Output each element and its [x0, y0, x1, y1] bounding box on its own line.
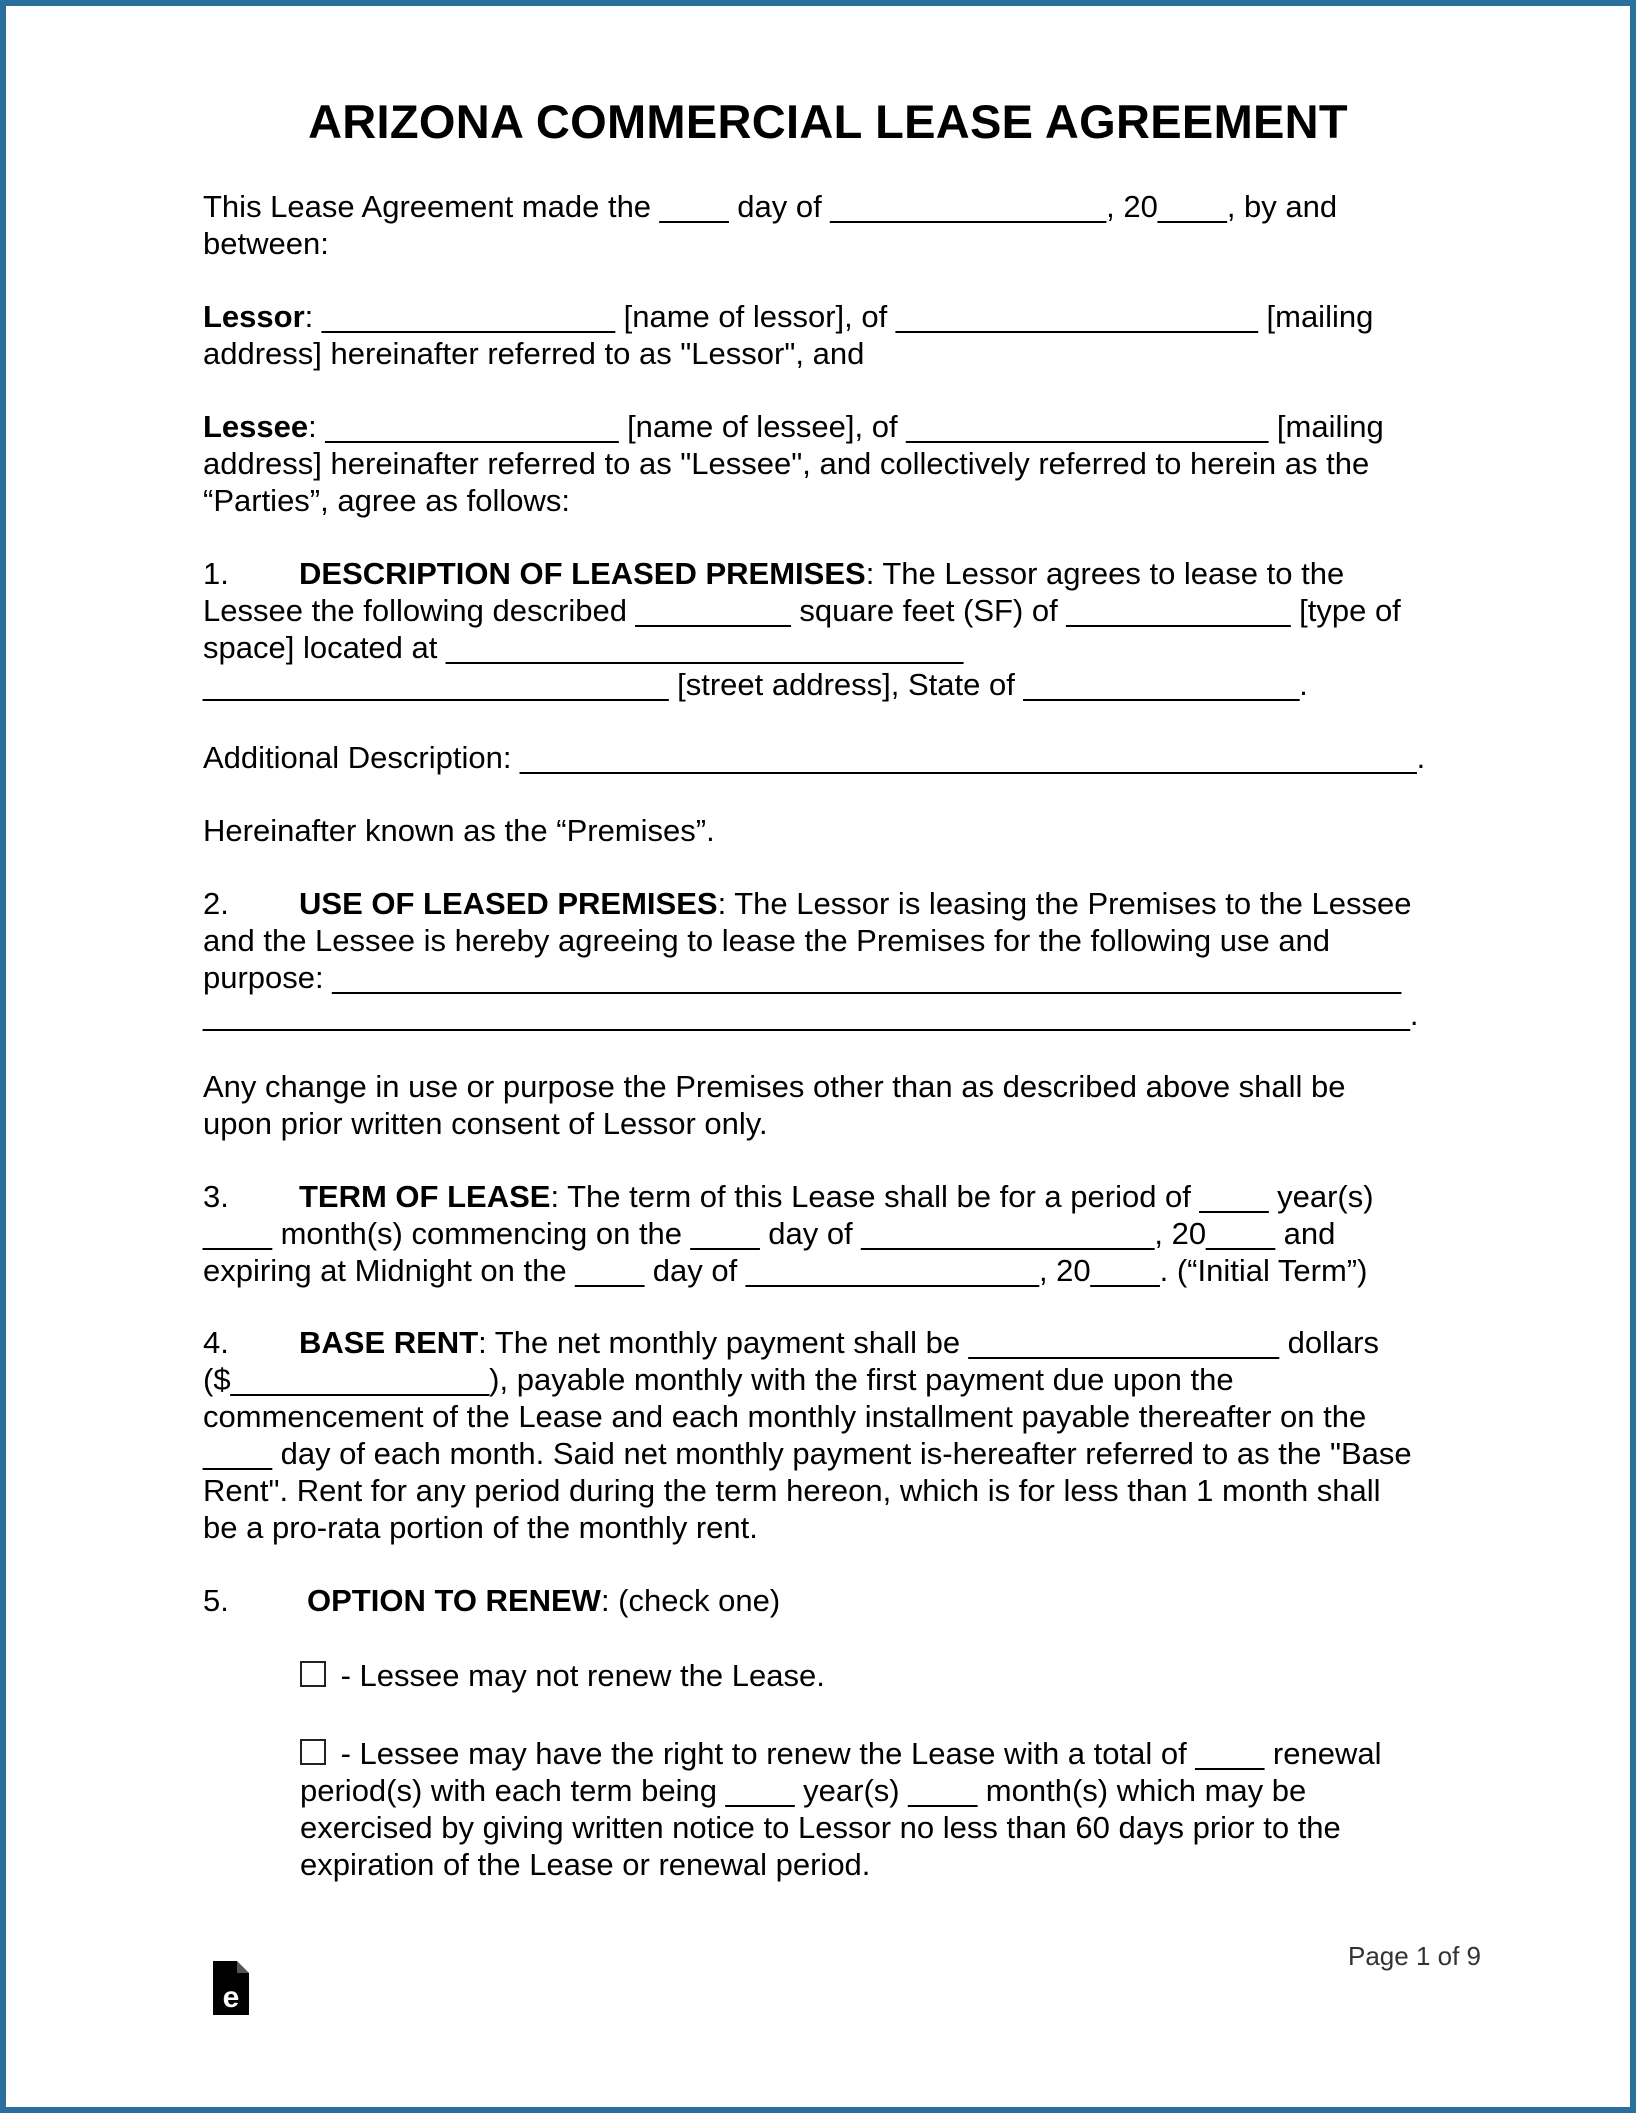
section-number: 1.: [203, 556, 229, 591]
option-text: - Lessee may not renew the Lease.: [332, 1658, 825, 1693]
section-text: : (check one): [600, 1583, 781, 1618]
change-line: upon prior written consent of Lessor only.: [203, 1106, 768, 1141]
section-5: [203, 1582, 1453, 1619]
lessee-line: “Parties”, agree as follows:: [203, 483, 570, 518]
section-text: : The net monthly payment shall be __________________ dollars: [478, 1325, 1379, 1360]
intro-line: between:: [203, 226, 329, 261]
lessor-line: : _________________ [name of lessor], of _____________________ [mailing: [304, 299, 1374, 334]
section-number: 3.: [203, 1179, 229, 1214]
lessor-line: address] hereinafter referred to as "Lessor", and: [203, 336, 865, 371]
checkbox[interactable]: [300, 1661, 326, 1687]
section-heading: TERM OF LEASE: [299, 1179, 551, 1214]
section-text: commencement of the Lease and each monthly installment payable thereafter on the: [203, 1399, 1367, 1434]
change-of-use-paragraph: [203, 1068, 1453, 1142]
change-line: Any change in use or purpose the Premises other than as described above shall be: [203, 1069, 1346, 1104]
section-text: be a pro-rata portion of the monthly rent.: [203, 1510, 758, 1545]
section-heading: USE OF LEASED PREMISES: [299, 886, 718, 921]
lessee-line: : _________________ [name of lessee], of _____________________ [mailing: [308, 409, 1384, 444]
section-text: ______________________________________________________________________.: [203, 997, 1419, 1032]
section-text: : The Lessor agrees to lease to the: [865, 556, 1345, 591]
lessee-label: Lessee: [203, 409, 309, 444]
intro-line: This Lease Agreement made the ____ day of ________________, 20____, by and: [203, 189, 1338, 224]
lessor-paragraph: [203, 298, 1453, 372]
section-number: 4.: [203, 1325, 229, 1360]
premises-definition: Hereinafter known as the “Premises”.: [203, 813, 715, 848]
section-4: [203, 1324, 1453, 1546]
section-text: expiring at Midnight on the ____ day of _________________, 20____. (“Initial Term”): [203, 1253, 1368, 1288]
additional-description: Additional Description: ____________________________________________________.: [203, 740, 1426, 775]
section-number: 5.: [203, 1583, 229, 1618]
option-text: - Lessee may have the right to renew the Lease with a total of ____ renewal: [332, 1736, 1382, 1771]
page-number: Page 1 of 9: [1348, 1941, 1481, 1971]
section-text: Lessee the following described _________ square feet (SF) of _____________ [type of: [203, 593, 1401, 628]
lessor-label: Lessor: [203, 299, 305, 334]
checkbox[interactable]: [300, 1739, 326, 1765]
section-heading: BASE RENT: [299, 1325, 479, 1360]
eforms-document-icon: [211, 1961, 251, 2017]
svg-text:e: e: [222, 1981, 240, 2014]
section-2: [203, 885, 1453, 1033]
document-title: ARIZONA COMMERCIAL LEASE AGREEMENT: [308, 95, 1348, 148]
section-text: Rent". Rent for any period during the term hereon, which is for less than 1 month shall: [203, 1473, 1381, 1508]
section-text: ____ month(s) commencing on the ____ day of _________________, 20____ and: [203, 1216, 1336, 1251]
renew-option-no: [300, 1657, 1450, 1694]
option-text: exercised by giving written notice to Lessor no less than 60 days prior to the: [300, 1810, 1341, 1845]
section-text: space] located at ______________________________: [203, 630, 964, 665]
section-3: [203, 1178, 1453, 1289]
option-text: period(s) with each term being ____ year(s) ____ month(s) which may be: [300, 1773, 1307, 1808]
section-text: ___________________________ [street address], State of ________________.: [203, 667, 1308, 702]
lessee-line: address] hereinafter referred to as "Lessee", and collectively referred to herein as the: [203, 446, 1370, 481]
intro-paragraph: [203, 188, 1453, 262]
lessee-paragraph: [203, 408, 1453, 519]
section-1: [203, 555, 1453, 703]
renew-option-yes: [300, 1735, 1450, 1883]
option-text: expiration of the Lease or renewal period.: [300, 1847, 871, 1882]
section-heading: DESCRIPTION OF LEASED PREMISES: [299, 556, 866, 591]
section-text: : The term of this Lease shall be for a period of ____ year(s): [550, 1179, 1374, 1214]
section-text: : The Lessor is leasing the Premises to the Lessee: [717, 886, 1412, 921]
section-text: purpose: ______________________________________________________________: [203, 960, 1402, 995]
section-heading: OPTION TO RENEW: [307, 1583, 601, 1618]
section-text: ____ day of each month. Said net monthly payment is-hereafter referred to as the "Base: [203, 1436, 1412, 1471]
section-text: and the Lessee is hereby agreeing to lease the Premises for the following use and: [203, 923, 1331, 958]
section-text: ($_______________), payable monthly with the first payment due upon the: [203, 1362, 1234, 1397]
section-number: 2.: [203, 886, 229, 921]
